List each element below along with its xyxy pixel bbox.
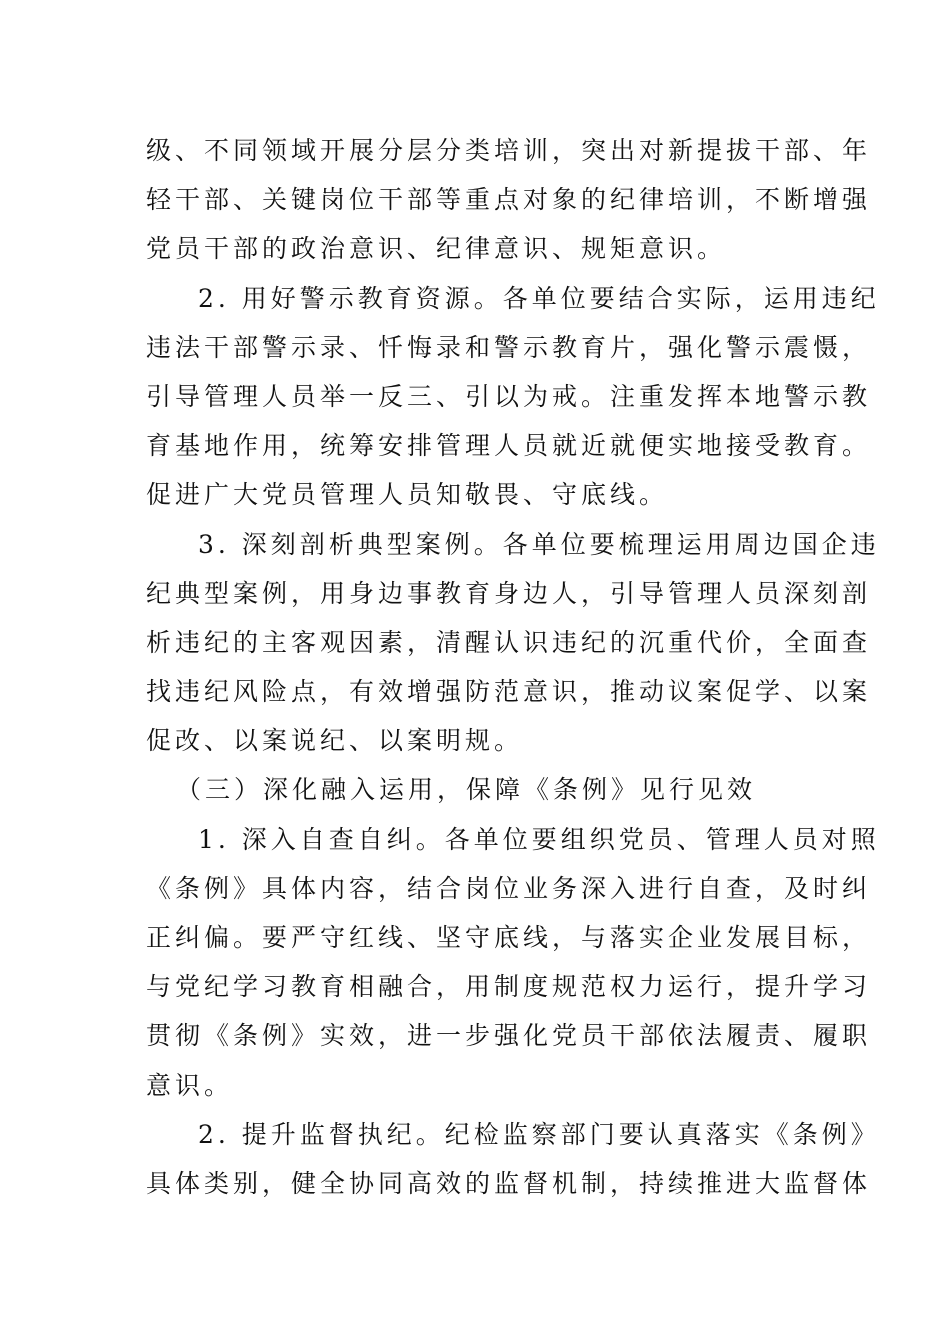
text-line: 纪典型案例，用身边事教育身边人，引导管理人员深刻剖 (146, 578, 872, 608)
text-line: 贯彻《条例》实效，进一步强化党员干部依法履责、履职 (146, 1021, 872, 1051)
text-line: 正纠偏。要严守红线、坚守底线，与落实企业发展目标， (146, 923, 872, 952)
text-line: 析违纪的主客观因素，清醒认识违纪的沉重代价，全面查 (146, 627, 872, 657)
text-line: 找违纪风险点，有效增强防范意识，推动议案促学、以案 (146, 677, 872, 707)
text-line: 违法干部警示录、忏悔录和警示教育片，强化警示震慑， (146, 332, 872, 362)
text-line: 与党纪学习教育相融合，用制度规范权力运行，提升学习 (146, 972, 872, 1002)
paragraph-start-line: 3. 深刻剖析典型案例。各单位要梳理运用周边国企违 (198, 529, 880, 559)
paragraph-start-line: 2. 提升监督执纪。纪检监察部门要认真落实《条例》 (198, 1119, 880, 1149)
text-line: 具体类别，健全协同高效的监督机制，持续推进大监督体 (146, 1168, 872, 1198)
paragraph-start-line: 2. 用好警示教育资源。各单位要结合实际，运用违纪 (198, 283, 880, 313)
text-line: 轻干部、关键岗位干部等重点对象的纪律培训，不断增强 (146, 185, 872, 215)
paragraph-start-line: 1. 深入自查自纠。各单位要组织党员、管理人员对照 (198, 824, 880, 854)
text-line: 《条例》具体内容，结合岗位业务深入进行自查，及时纠 (146, 873, 872, 903)
document-body (146, 126, 880, 1208)
section-heading: （三）深化融入运用，保障《条例》见行见效 (176, 775, 757, 805)
text-line: 意识。 (146, 1070, 234, 1100)
text-line: 级、不同领域开展分层分类培训，突出对新提拔干部、年 (146, 136, 872, 165)
text-line: 促改、以案说纪、以案明规。 (146, 726, 524, 756)
text-line: 党员干部的政治意识、纪律意识、规矩意识。 (146, 234, 727, 264)
text-line: 引导管理人员举一反三、引以为戒。注重发挥本地警示教 (146, 381, 872, 411)
text-line: 促进广大党员管理人员知敬畏、守底线。 (146, 480, 669, 510)
text-line: 育基地作用，统筹安排管理人员就近就便实地接受教育。 (146, 431, 872, 461)
